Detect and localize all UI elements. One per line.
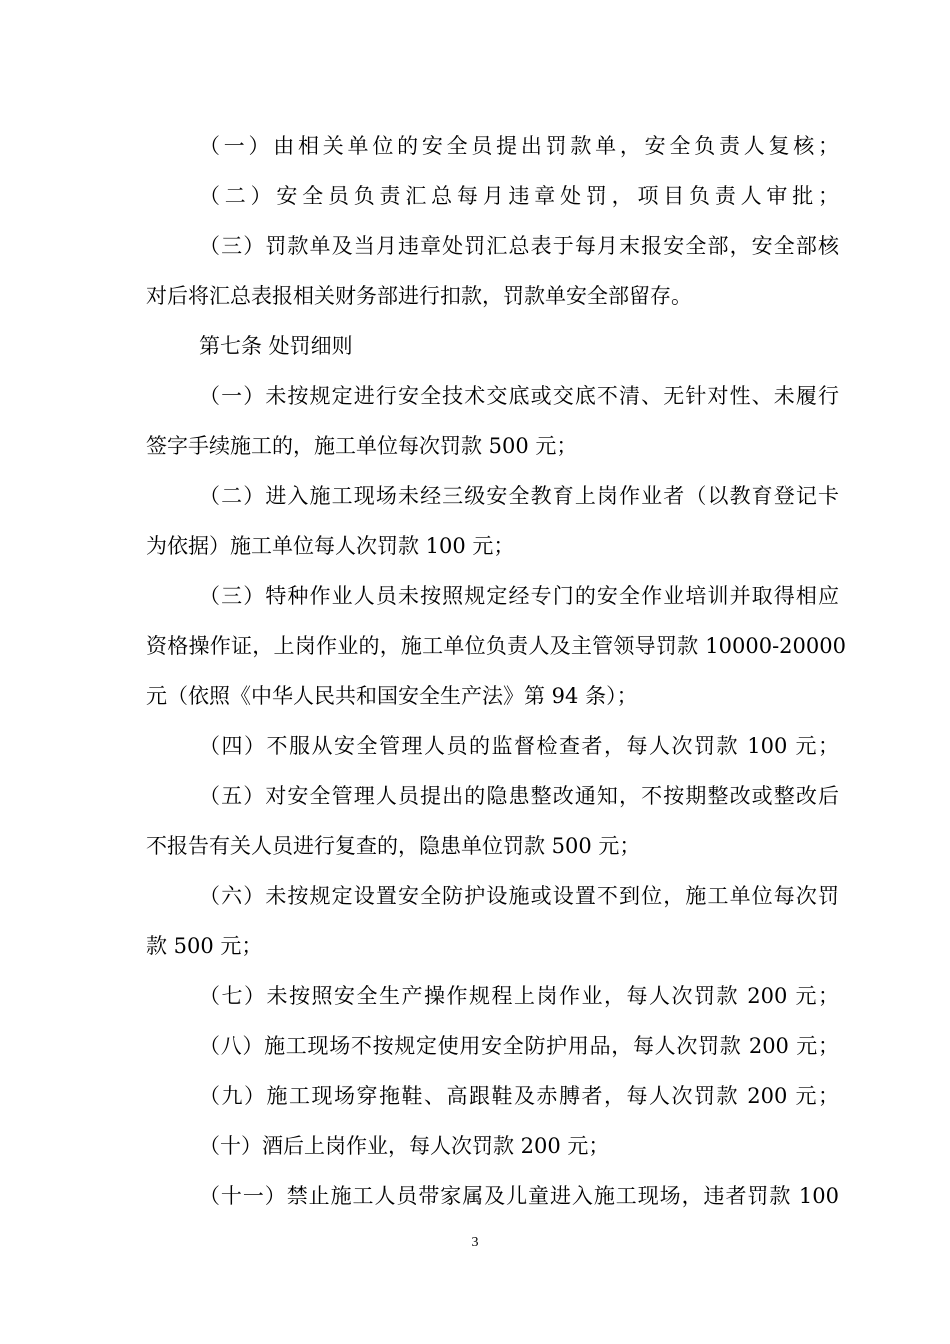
- text-line: 为依据）施工单位每人次罚款 100 元；: [146, 534, 515, 558]
- text-line: （十）酒后上岗作业，每人次罚款 200 元；: [199, 1134, 610, 1158]
- text-line: 签字手续施工的，施工单位每次罚款 500 元；: [146, 434, 578, 458]
- text-line: 对后将汇总表报相关财务部进行扣款，罚款单安全部留存。: [146, 284, 692, 308]
- text-line: （三）罚款单及当月违章处罚汇总表于每月末报安全部，安全部核: [199, 234, 839, 258]
- text-line: （二）进入施工现场未经三级安全教育上岗作业者（以教育登记卡: [199, 484, 839, 508]
- text-line: （四）不服从安全管理人员的监督检查者，每人次罚款 100 元；: [199, 734, 839, 758]
- text-line: （六）未按规定设置安全防护设施或设置不到位，施工单位每次罚: [199, 884, 839, 908]
- text-line: （九）施工现场穿拖鞋、高跟鞋及赤膊者，每人次罚款 200 元；: [199, 1084, 839, 1108]
- text-line: （七）未按照安全生产操作规程上岗作业，每人次罚款 200 元；: [199, 984, 839, 1008]
- text-line: 元（依照《中华人民共和国安全生产法》第 94 条）；: [146, 684, 638, 708]
- text-line: （三）特种作业人员未按照规定经专门的安全作业培训并取得相应: [199, 584, 839, 608]
- text-line: 资格操作证，上岗作业的，施工单位负责人及主管领导罚款 10000-20000: [146, 634, 846, 658]
- text-line: （二）安全员负责汇总每月违章处罚，项目负责人审批；: [199, 184, 839, 208]
- text-line: 款 500 元；: [146, 934, 263, 958]
- text-line: 不报告有关人员进行复查的，隐患单位罚款 500 元；: [146, 834, 641, 858]
- section-heading: 第七条 处罚细则: [199, 334, 353, 358]
- text-line: （五）对安全管理人员提出的隐患整改通知，不按期整改或整改后: [199, 784, 839, 808]
- text-line: （十一）禁止施工人员带家属及儿童进入施工现场，违者罚款 100: [199, 1184, 839, 1208]
- text-line: （八）施工现场不按规定使用安全防护用品，每人次罚款 200 元；: [199, 1034, 839, 1058]
- page-number: 3: [471, 1235, 479, 1250]
- text-line: （一）由相关单位的安全员提出罚款单，安全负责人复核；: [199, 134, 839, 158]
- text-line: （一）未按规定进行安全技术交底或交底不清、无针对性、未履行: [199, 384, 839, 408]
